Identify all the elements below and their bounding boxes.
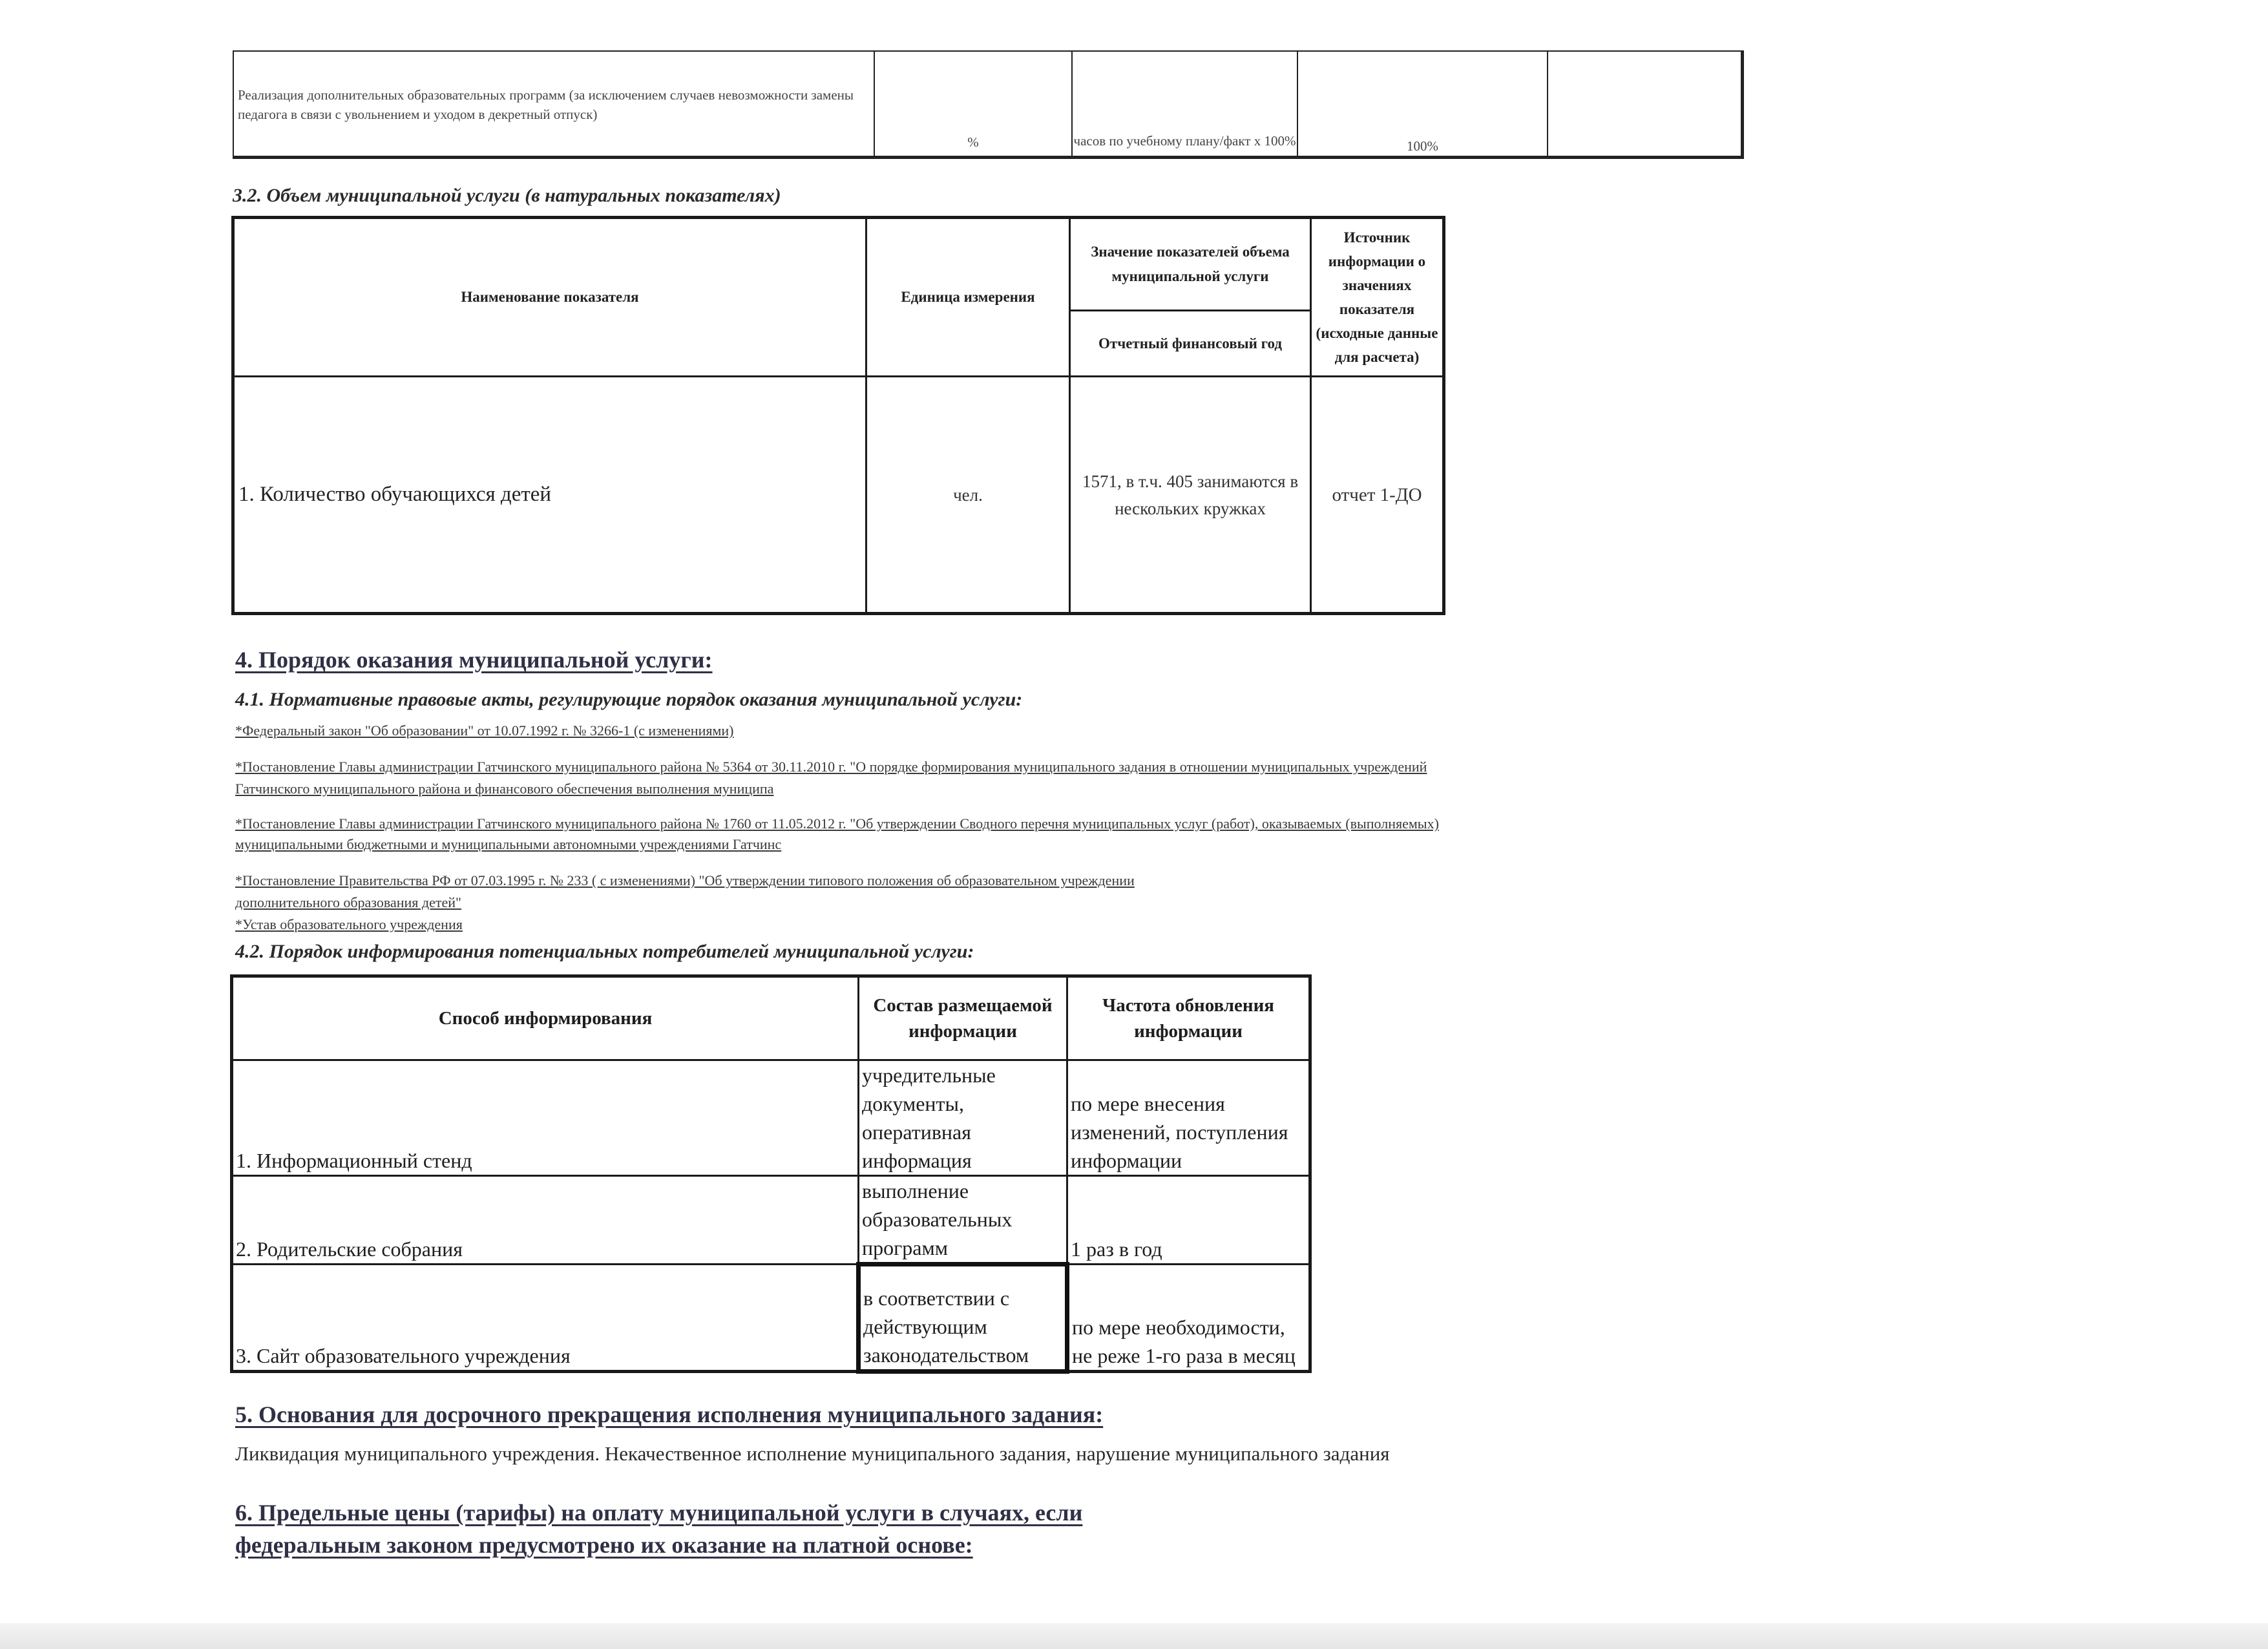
row-unit: чел. — [866, 377, 1070, 614]
row-indicator: 1. Количество обучающихся детей — [233, 377, 866, 614]
indicator-value: 100% — [1297, 51, 1548, 158]
volume-indicator-table — [231, 216, 1445, 615]
act-4-line-2: дополнительного образования детей" — [235, 894, 461, 910]
indicator-formula: часов по учебному плану/факт х 100% — [1072, 51, 1297, 158]
section-5-text: Ликвидация муниципального учреждения. Некачественное исполнение муниципального задания, нарушение муниципального задания — [235, 1442, 1390, 1465]
act-1: *Федеральный закон "Об образовании" от 10.07.1992 г. № 3266-1 (с изменениями) — [235, 722, 734, 739]
header-unit: Единица измерения — [866, 218, 1070, 377]
act-3-line-2: муниципальными бюджетными и муниципальными автономными учреждениями Гатчинс — [235, 836, 782, 852]
section-6-title-line-1: 6. Предельные цены (тарифы) на оплату муниципальной услуги в случаях, если — [235, 1500, 1083, 1526]
table-row — [232, 1265, 1310, 1372]
row-2-method: 2. Родительские собрания — [232, 1176, 859, 1265]
indicator-description: Реализация дополнительных образовательных программ (за исключением случаев невозможности замены педагога в связи с увольнением и уходом в декретный отпуск) — [233, 51, 874, 158]
row-3-frequency: по мере необходимости, не реже 1-го раза в месяц — [1067, 1265, 1310, 1372]
indicator-unit: % — [874, 51, 1072, 158]
header-frequency: Частота обновления информации — [1067, 976, 1310, 1060]
act-2-line-2: Гатчинского муниципального района и финансового обеспечения выполнения муниципа — [235, 781, 774, 797]
row-3-method: 3. Сайт образовательного учреждения — [232, 1265, 859, 1372]
header-content: Состав размещаемой информации — [859, 976, 1067, 1060]
row-value: 1571, в т.ч. 405 занимаются в нескольких кружках — [1070, 377, 1311, 614]
header-reporting-year: Отчетный финансовый год — [1070, 311, 1311, 377]
section-4-title: 4. Порядок оказания муниципальной услуги: — [235, 647, 713, 673]
row-3-content: в соответствии с действующим законодательством — [859, 1265, 1067, 1372]
quality-indicator-table — [233, 50, 1744, 159]
scan-bottom-shade — [0, 1623, 2268, 1649]
act-2-line-1: *Постановление Главы администрации Гатчинского муниципального района № 5364 от 30.11.2010 г. "О порядке формирования муниципального задания в отношении муниципальных учреждений — [235, 759, 1427, 775]
section-6-title-line-2: федеральным законом предусмотрено их оказание на платной основе: — [235, 1532, 973, 1558]
empty-cell — [1548, 51, 1743, 158]
section-5-title: 5. Основания для досрочного прекращения исполнения муниципального задания: — [235, 1402, 1104, 1427]
act-3-line-1: *Постановление Главы администрации Гатчинского муниципального района № 1760 от 11.05.2012 г. "Об утверждении Сводного перечня муниципальных услуг (работ), оказываемых (выполняемых) — [235, 815, 1439, 832]
section-3-2-title: 3.2. Объем муниципальной услуги (в натуральных показателях) — [233, 185, 781, 206]
header-method: Способ информирования — [232, 976, 859, 1060]
row-2-content: выполнение образовательных программ — [859, 1176, 1067, 1265]
act-5: *Устав образовательного учреждения — [235, 916, 463, 932]
header-values-group: Значение показателей объема муниципальной услуги — [1070, 218, 1311, 311]
section-4-1-title: 4.1. Нормативные правовые акты, регулирующие порядок оказания муниципальной услуги: — [235, 689, 1023, 710]
table-row — [233, 51, 1743, 158]
row-source: отчет 1-ДО — [1311, 377, 1444, 614]
table-row — [232, 1176, 1310, 1265]
section-4-2-title: 4.2. Порядок информирования потенциальных потребителей муниципальной услуги: — [235, 941, 974, 962]
table-row — [232, 1060, 1310, 1176]
act-4-line-1: *Постановление Правительства РФ от 07.03.1995 г. № 233 ( с изменениями) "Об утверждении типового положения об образовательном учреждении — [235, 872, 1135, 888]
row-1-content: учредительные документы, оперативная информация — [859, 1060, 1067, 1176]
row-2-frequency: 1 раз в год — [1067, 1176, 1310, 1265]
row-1-method: 1. Информационный стенд — [232, 1060, 859, 1176]
row-1-frequency: по мере внесения изменений, поступления информации — [1067, 1060, 1310, 1176]
informing-table — [230, 974, 1312, 1374]
header-source: Источник информации о значениях показателя (исходные данные для расчета) — [1311, 218, 1444, 377]
header-indicator: Наименование показателя — [233, 218, 866, 377]
